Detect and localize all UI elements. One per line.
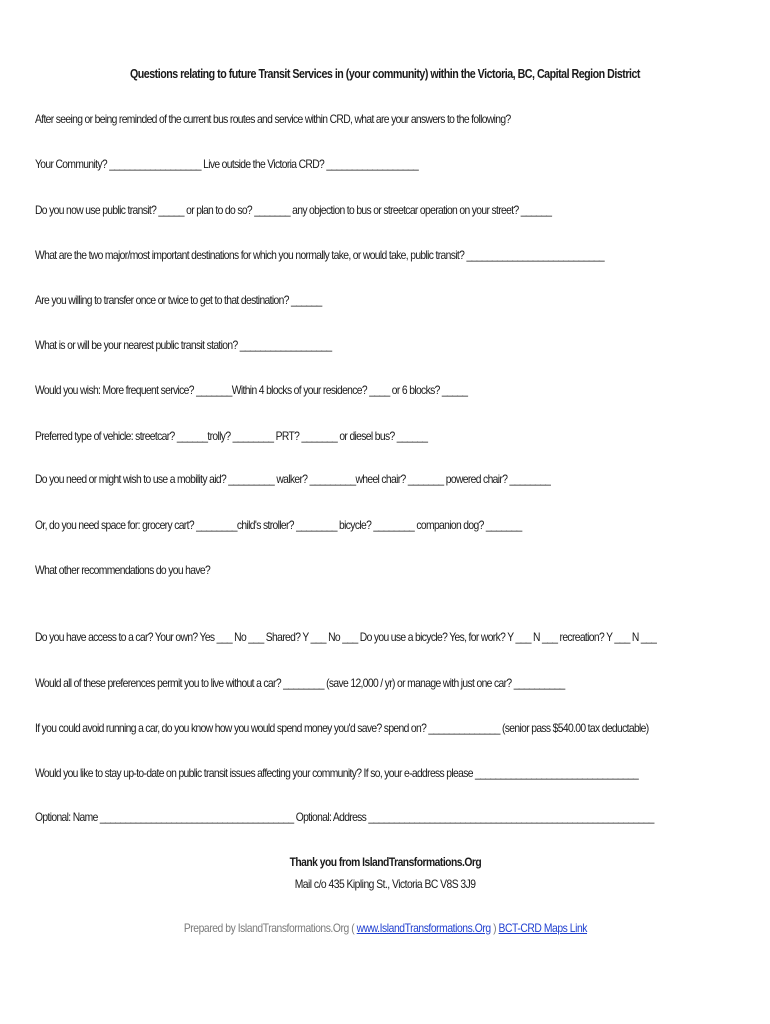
footer-separator: )	[492, 921, 496, 935]
intro-line: After seeing or being reminded of the current bus routes and service within CRD, what are your answers to the following?	[35, 112, 511, 126]
nearest-station-question: What is or will be your nearest public transit station? __________________	[35, 338, 332, 352]
live-without-car-question: Would all of these preferences permit you to live without a car? ________ (save 12,000 / yr) or manage with just one car? __________	[35, 676, 565, 690]
mailing-address: Mail c/o 435 Kipling St., Victoria BC V8S 3J9	[294, 877, 476, 891]
destinations-question: What are the two major/most important destinations for which you normally take, or would take, public transit? ___________________________	[35, 248, 604, 262]
car-access-question: Do you have access to a car? Your own? Yes ___ No ___ Shared? Y ___ No ___ Do you use a bicycle? Yes, for work? Y ___ N ___ recreation? Y ___ N ___	[35, 630, 657, 644]
mobility-aid-question: Do you need or might wish to use a mobility aid? _________ walker? _________wheel chair? _______ powered chair? ________	[35, 472, 551, 486]
name-address-line: Optional: Name ______________________________________ Optional: Address ________________________________________________________	[35, 810, 654, 824]
space-needs-question: Or, do you need space for: grocery cart? ________child's stroller? ________ bicycle? ________ companion dog? _______	[35, 518, 522, 532]
maps-link[interactable]: BCT-CRD Maps Link	[498, 921, 587, 935]
recommendations-question: What other recommendations do you have?	[35, 563, 211, 577]
footer	[0, 921, 770, 935]
savings-question: If you could avoid running a car, do you know how you would spend money you'd save? spend on? ______________ (senior pass $540.00 tax deductable)	[35, 721, 649, 735]
vehicle-type-question: Preferred type of vehicle: streetcar? ______trolly? ________ PRT? _______ or diesel bus? ______	[35, 429, 428, 443]
service-frequency-question: Would you wish: More frequent service? _______Within 4 blocks of your residence? ____ or 6 blocks? _____	[35, 383, 468, 397]
footer-prefix: Prepared by IslandTransformations.Org (	[183, 921, 354, 935]
email-question: Would you like to stay up-to-date on public transit issues affecting your community? If so, your e-address please ________________________________	[35, 766, 639, 780]
site-link[interactable]: www.IslandTransformations.Org	[356, 921, 491, 935]
transfer-question: Are you willing to transfer once or twice to get to that destination? ______	[35, 293, 322, 307]
survey-title: Questions relating to future Transit Services in (your community) within the Victoria, BC, Capital Region District	[130, 66, 640, 81]
community-question: Your Community? __________________ Live outside the Victoria CRD? __________________	[35, 157, 419, 171]
transit-use-question: Do you now use public transit? _____ or plan to do so? _______ any objection to bus or streetcar operation on your street? ______	[35, 203, 552, 217]
thanks-line: Thank you from IslandTransformations.Org	[289, 855, 481, 869]
